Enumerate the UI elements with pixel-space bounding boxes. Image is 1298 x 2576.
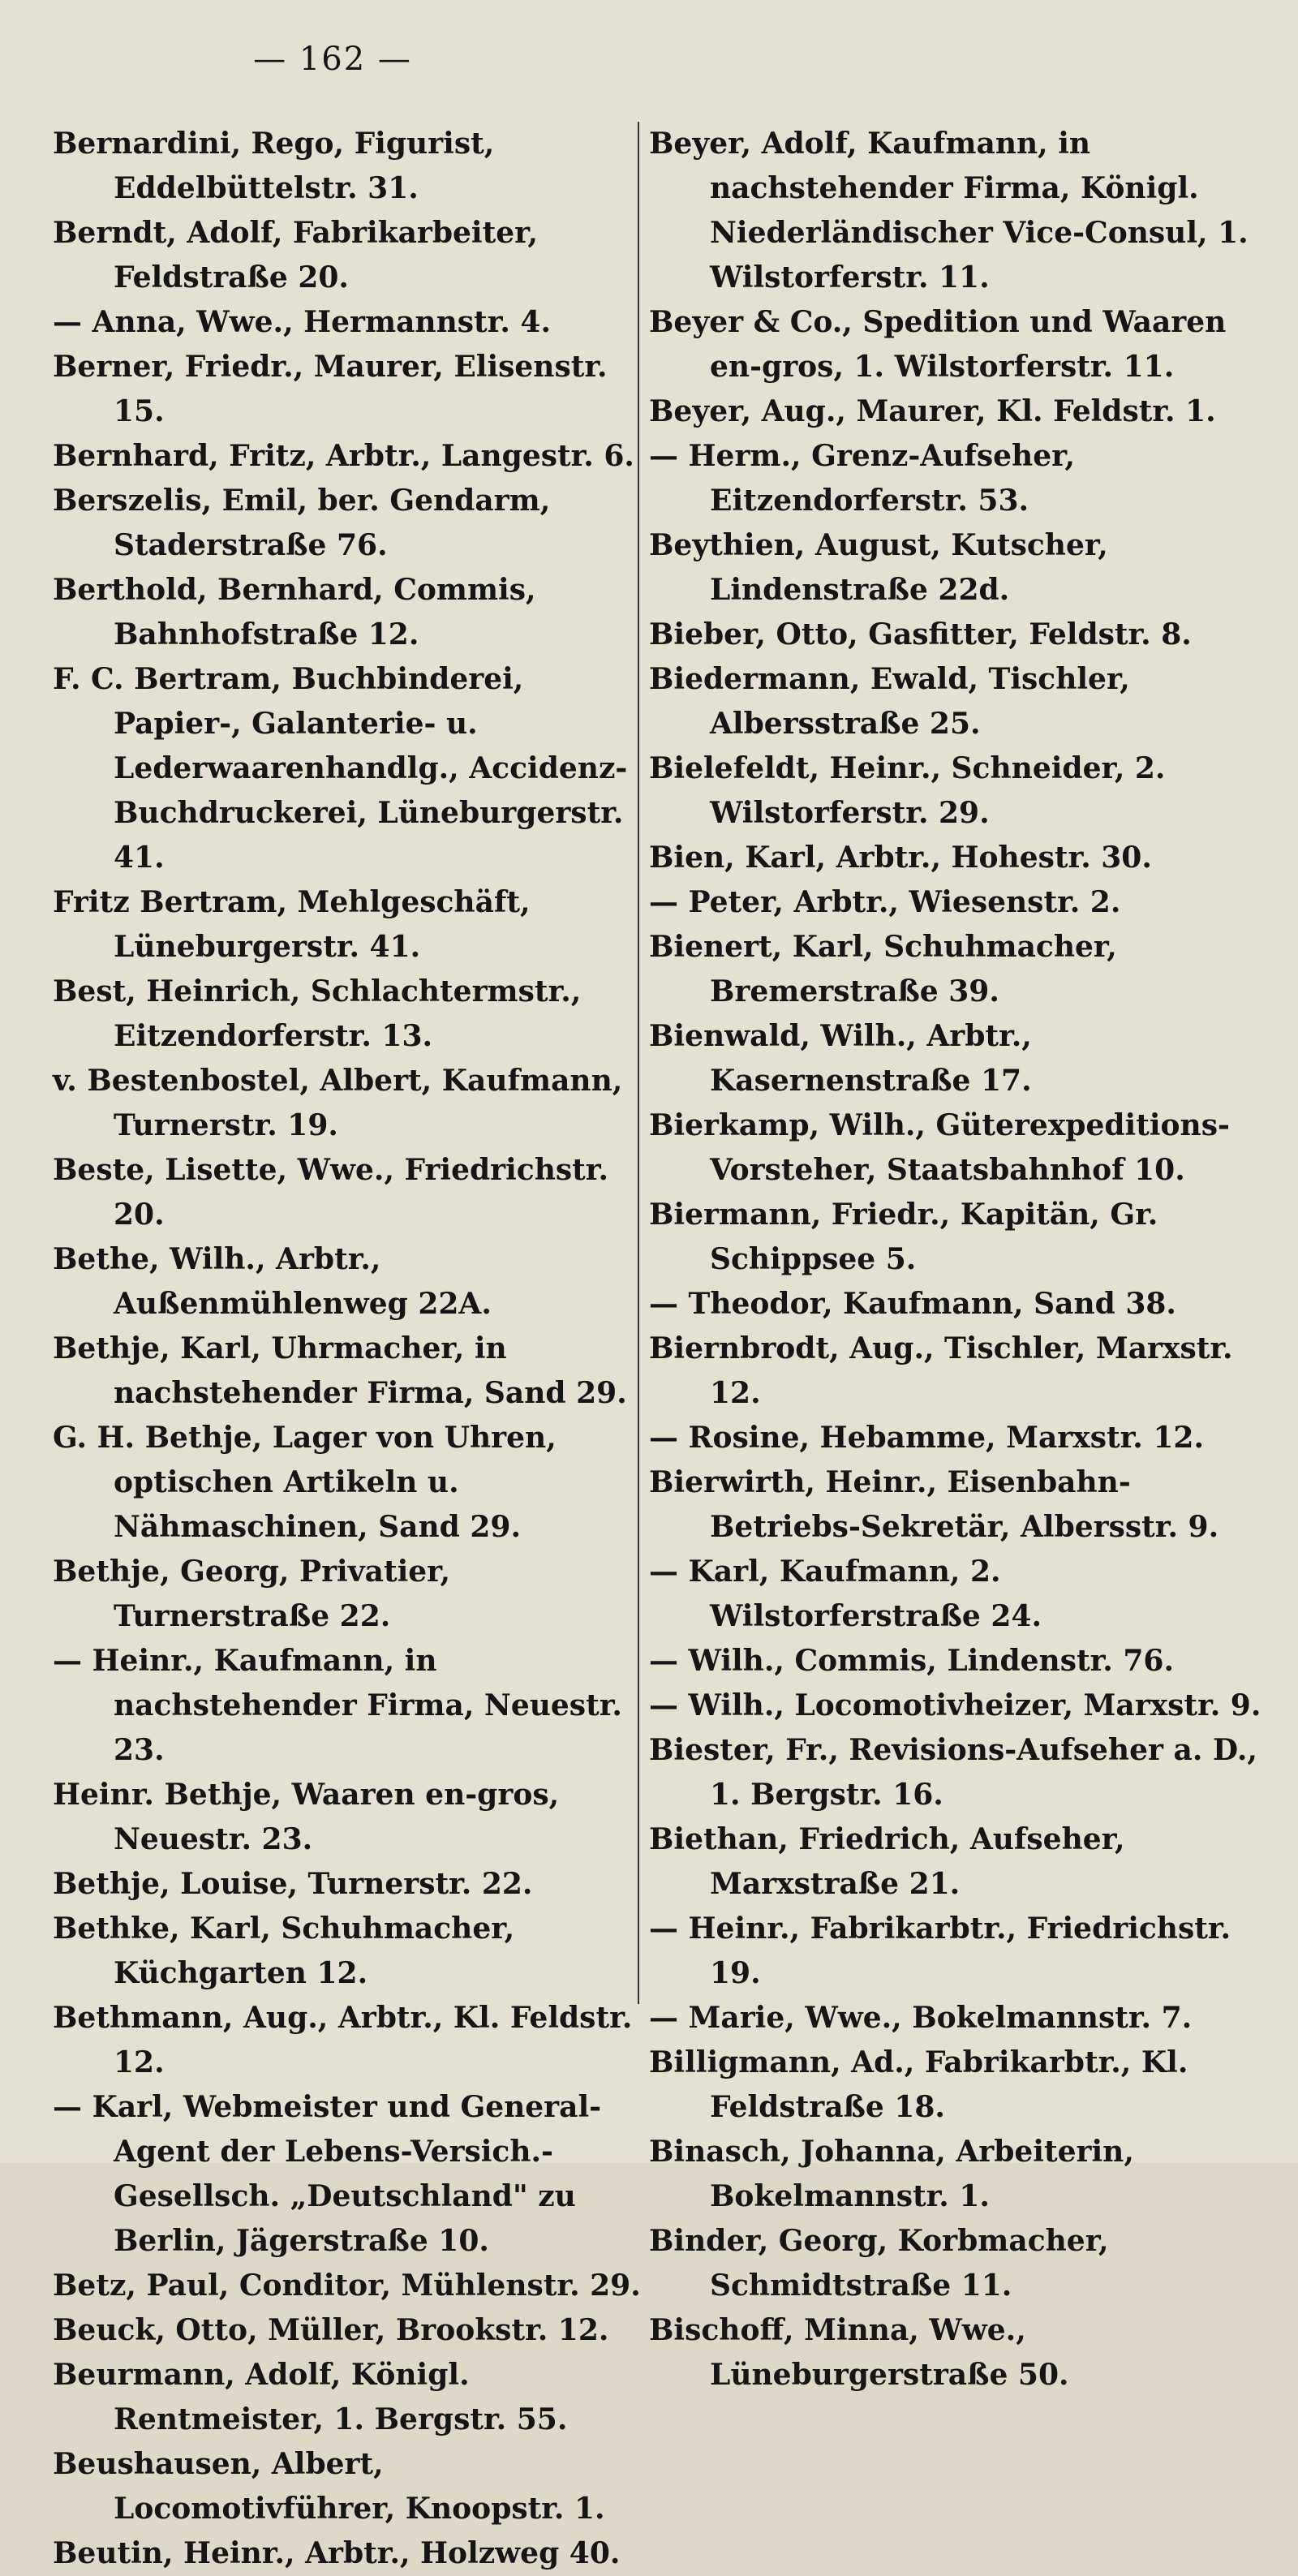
entry: — Marie, Wwe., Bokelmannstr. 7. [649,2001,1193,2035]
column-divider [638,122,639,2004]
entry: — Herm., Grenz-Aufseher, Eitzendorferstr. 53. [649,439,1076,518]
entry: Binder, Georg, Korbmacher, Schmidtstraße 11. [649,2224,1109,2303]
entry: Beuck, Otto, Müller, Brookstr. 12. [53,2313,609,2347]
entry: — Heinr., Kaufmann, in nachstehender Firma, Neuestr. 23. [53,1644,622,1767]
entry: Bethke, Karl, Schuhmacher, Küchgarten 12. [53,1912,515,1990]
entry: Beushausen, Albert, Locomotivführer, Knoopstr. 1. [53,2447,605,2526]
entry: — Wilh., Commis, Lindenstr. 76. [649,1644,1174,1678]
entry: Berndt, Adolf, Fabrikarbeiter, Feldstraße 20. [53,216,539,295]
entry: — Karl, Kaufmann, 2. Wilstorferstraße 24. [649,1555,1042,1633]
entry: Bielefeldt, Heinr., Schneider, 2. Wilstorferstr. 29. [649,751,1166,830]
entry: Beyer & Co., Spedition und Waaren en-gros, 1. Wilstorferstr. 11. [649,305,1227,384]
entry: — Karl, Webmeister und General-Agent der Lebens-Versich.-Gesellsch. „Deutschland" zu Berlin, Jägerstraße 10. [53,2090,602,2258]
entry: Fritz Bertram, Mehlgeschäft, Lüneburgerstr. 41. [53,885,531,964]
entry: — Peter, Arbtr., Wiesenstr. 2. [649,885,1121,919]
entry: — Theodor, Kaufmann, Sand 38. [649,1287,1176,1321]
left-column [53,122,645,2576]
entry: Beurmann, Adolf, Königl. Rentmeister, 1. Bergstr. 55. [53,2358,568,2436]
entry: Bernhard, Fritz, Arbtr., Langestr. 6. [53,439,634,473]
entry: Biester, Fr., Revisions-Aufseher a. D., 1. Bergstr. 16. [649,1733,1257,1812]
entry: Bierwirth, Heinr., Eisenbahn-Betriebs-Sekretär, Albersstr. 9. [649,1465,1219,1544]
entry: Biernbrodt, Aug., Tischler, Marxstr. 12. [649,1331,1233,1410]
entry: Bieber, Otto, Gasfitter, Feldstr. 8. [649,617,1192,652]
entry: Berszelis, Emil, ber. Gendarm, Staderstraße 76. [53,484,551,562]
entry: Bernardini, Rego, Figurist, Eddelbüttelstr. 31. [53,127,495,205]
entry: Beutin, Heinr., Arbtr., Holzweg 40. [53,2536,621,2570]
right-column [649,122,1266,2398]
entry: Bethe, Wilh., Arbtr., Außenmühlenweg 22A. [53,1242,492,1321]
entry: v. Bestenbostel, Albert, Kaufmann, Turnerstr. 19. [53,1064,623,1142]
entry: Berner, Friedr., Maurer, Elisenstr. 15. [53,350,608,428]
entry: Bien, Karl, Arbtr., Hohestr. 30. [649,841,1152,875]
entry: Beste, Lisette, Wwe., Friedrichstr. 20. [53,1153,608,1232]
entry: Best, Heinrich, Schlachtermstr., Eitzendorferstr. 13. [53,974,582,1053]
entry: — Wilh., Locomotivheizer, Marxstr. 9. [649,1688,1261,1722]
entry: — Anna, Wwe., Hermannstr. 4. [53,305,551,339]
entry: Heinr. Bethje, Waaren en-gros, Neuestr. 23. [53,1778,560,1856]
entry: Betz, Paul, Conditor, Mühlenstr. 29. [53,2269,641,2303]
entry: Berthold, Bernhard, Commis, Bahnhofstraße 12. [53,573,536,652]
entry: — Rosine, Hebamme, Marxstr. 12. [649,1421,1204,1455]
entry: Binasch, Johanna, Arbeiterin, Bokelmannstr. 1. [649,2135,1134,2213]
entry: Biedermann, Ewald, Tischler, Albersstraße 25. [649,662,1130,741]
entry: Biermann, Friedr., Kapitän, Gr. Schippsee 5. [649,1198,1158,1276]
entry: Bierkamp, Wilh., Güterexpeditions-Vorsteher, Staatsbahnhof 10. [649,1108,1230,1187]
entry: Bethje, Louise, Turnerstr. 22. [53,1867,533,1901]
entry: Bethmann, Aug., Arbtr., Kl. Feldstr. 12. [53,2001,633,2079]
entry: Beyer, Adolf, Kaufmann, in nachstehender Firma, Königl. Niederländischer Vice-Consul, 1. Wilstorferstr. 11. [649,127,1249,295]
entry: Bethje, Georg, Privatier, Turnerstraße 22. [53,1555,451,1633]
entry: Billigmann, Ad., Fabrikarbtr., Kl. Feldstraße 18. [649,2045,1188,2124]
entry: Beyer, Aug., Maurer, Kl. Feldstr. 1. [649,394,1216,428]
entry: Bischoff, Minna, Wwe., Lüneburgerstraße 50. [649,2313,1069,2392]
entry: F. C. Bertram, Buchbinderei, Papier-, Galanterie- u. Lederwaarenhandlg., Accidenz-Buchdruckerei, Lüneburgerstr. 41. [53,662,628,875]
entry: G. H. Bethje, Lager von Uhren, optischen Artikeln u. Nähmaschinen, Sand 29. [53,1421,557,1544]
page-number: — 162 — [253,41,412,78]
entry: — Heinr., Fabrikarbtr., Friedrichstr. 19. [649,1912,1231,1990]
entry: Biethan, Friedrich, Aufseher, Marxstraße 21. [649,1822,1125,1901]
entry: Beythien, August, Kutscher, Lindenstraße 22d. [649,528,1108,607]
entry: Bienwald, Wilh., Arbtr., Kasernenstraße 17. [649,1019,1032,1098]
entry: Bethje, Karl, Uhrmacher, in nachstehender Firma, Sand 29. [53,1331,627,1410]
entry: Bienert, Karl, Schuhmacher, Bremerstraße 39. [649,930,1117,1008]
